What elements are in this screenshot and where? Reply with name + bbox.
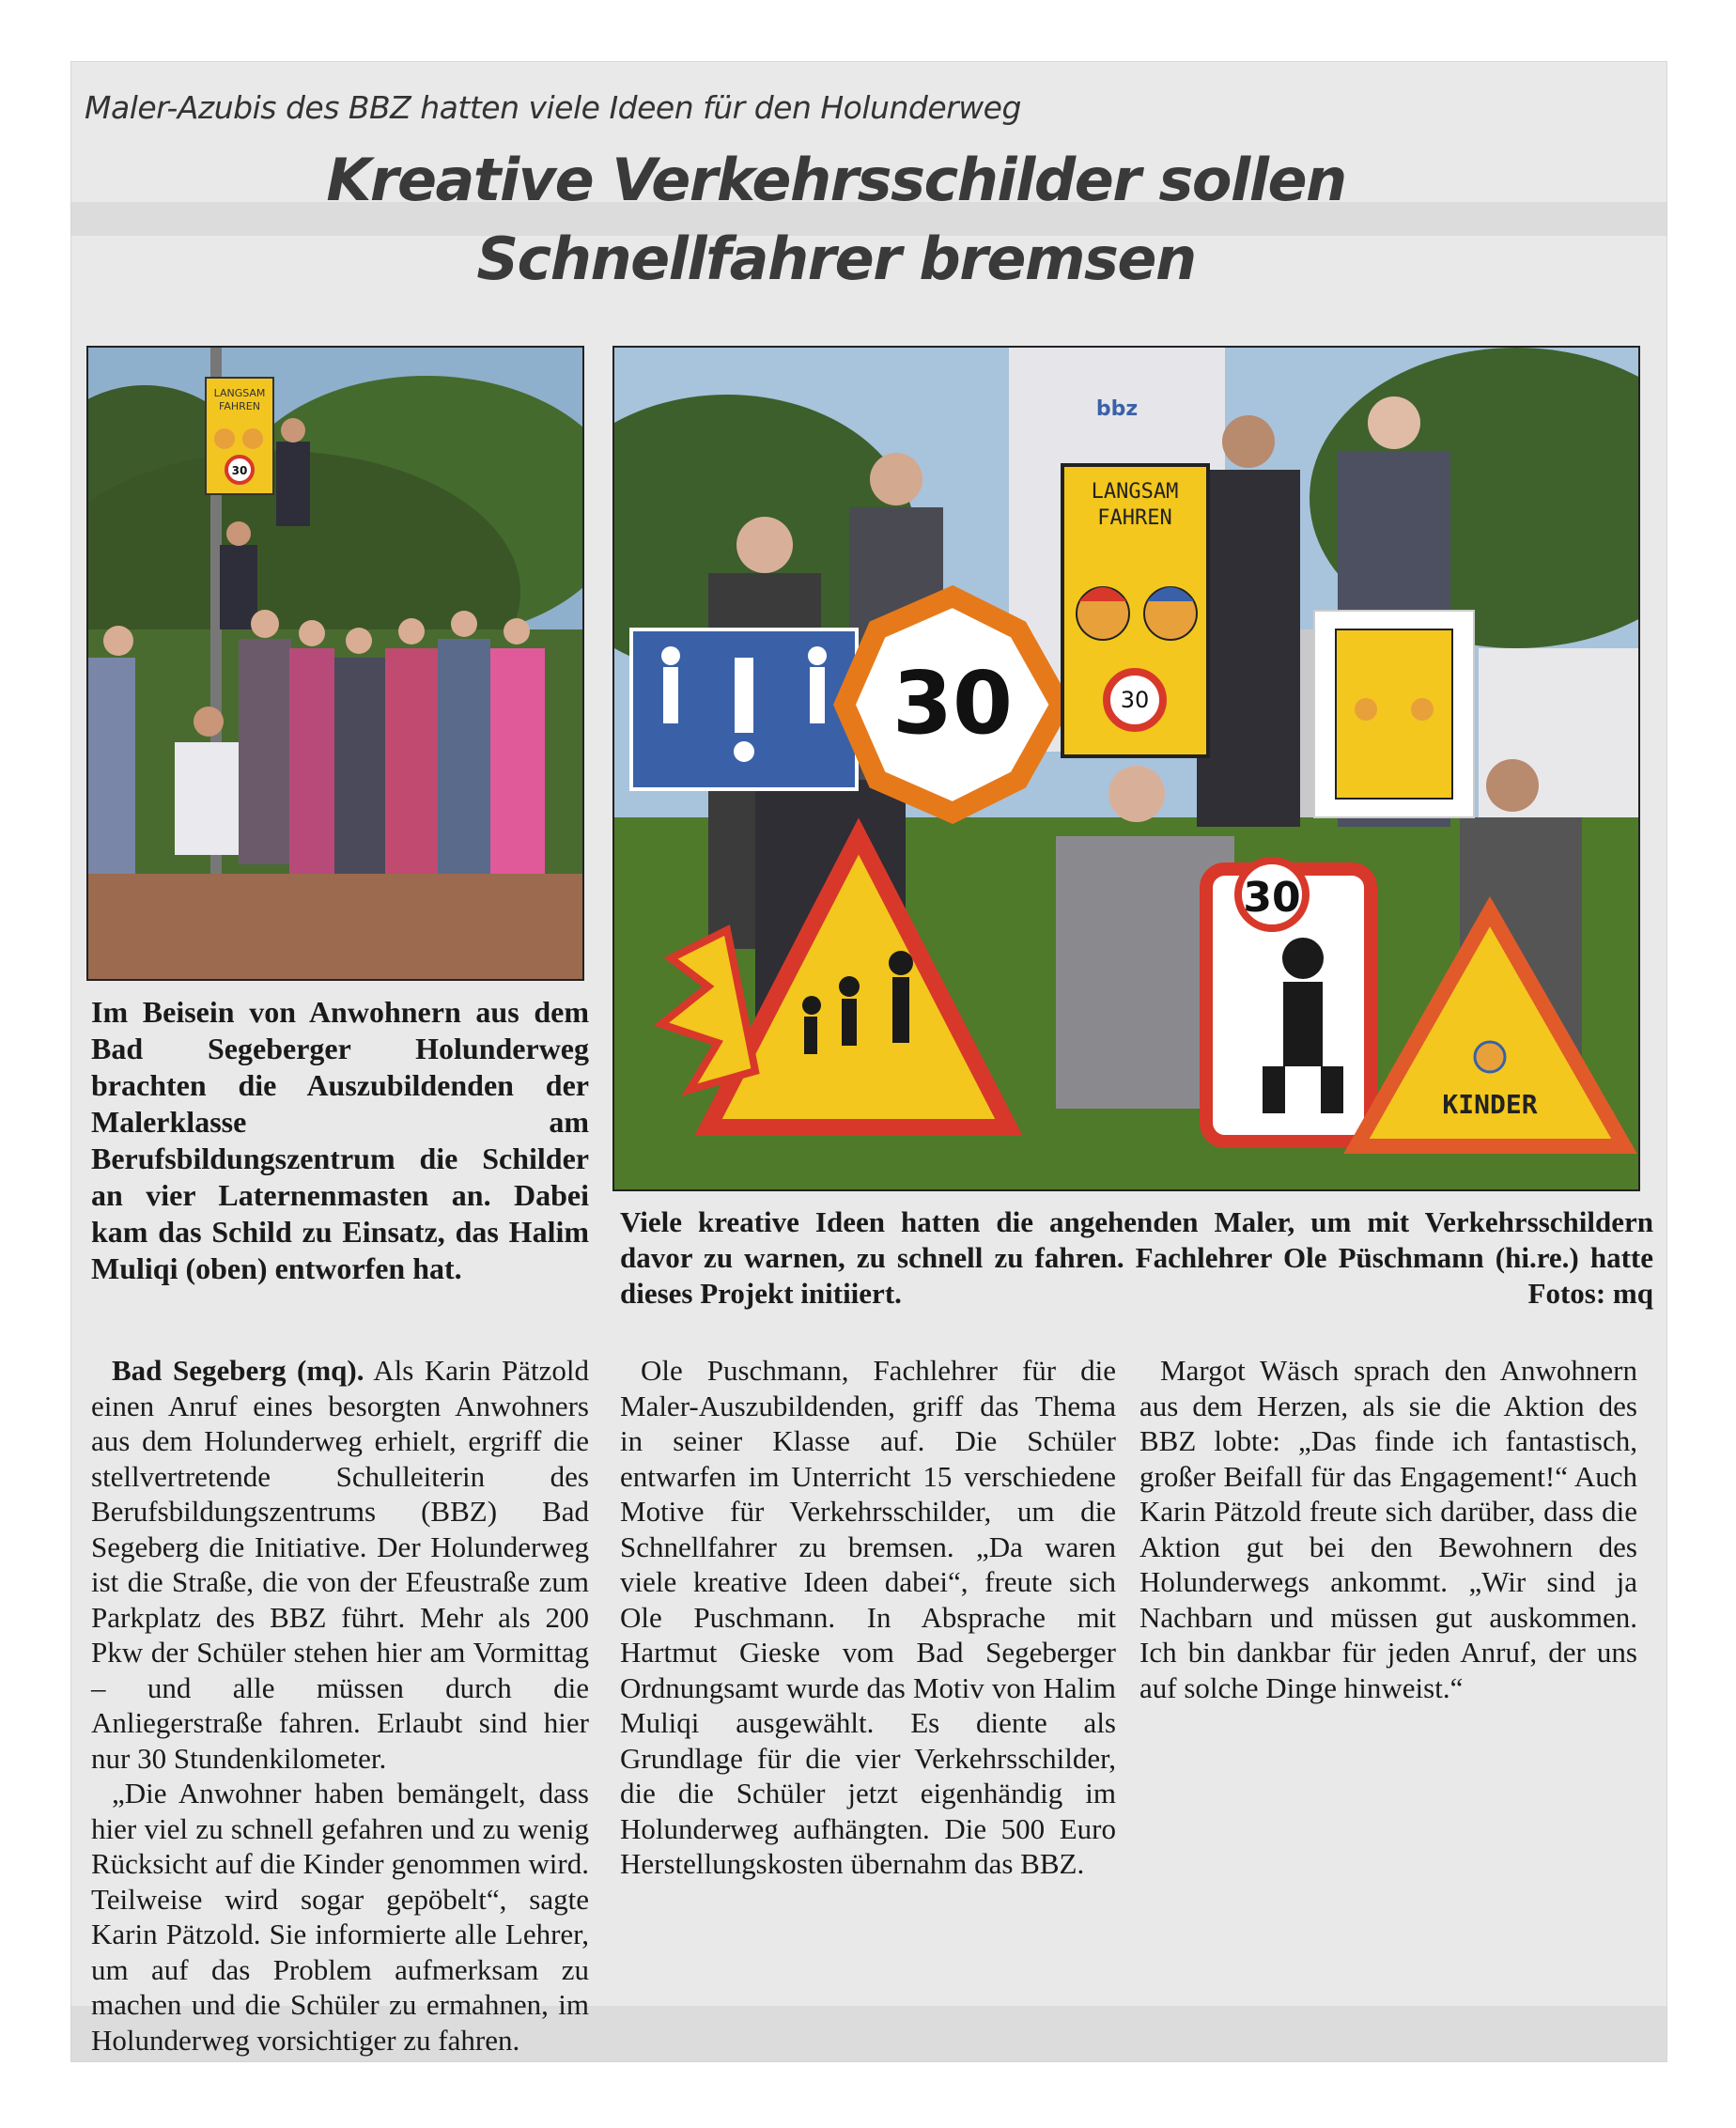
article-dateline: Bad Segeberg (mq). [112,1354,364,1387]
sign-text-langsam-large: LANGSAM [1091,480,1179,504]
sign-text-fahren: FAHREN [219,400,260,412]
sign-text-speed-board: 30 [1120,687,1150,713]
article-paragraph-text: Als Karin Pätzold einen Anruf eines besorgten Anwohners aus dem Holunderweg erhielt, ergriff die stellvertretende Schulleiterin des Berufsbildungszentrums (BBZ) Bad Segeberg die Initiative. Der Holunderweg ist die Straße, die von der Efeustraße zum Parkplatz des BBZ führt. Mehr als 200 Pkw der Schüler stehen hier am Vormittag – und alle müssen durch die Anliegerstraße fahren. Erlaubt sind hier nur 30 Stundenkilometer. [91,1354,589,1775]
logo-bbz: bbz [1095,397,1139,421]
article-paragraph-text: Ole Puschmann, Fachlehrer für die Maler-Auszubildenden, griff das Thema in seiner Klasse auf. Die Schüler entwarfen im Unterricht 15 verschiedene Motive für Verkehrsschilder, um die Schnellfahrer zu bremsen. „Da waren viele kreative Ideen dabei“, freute sich Ole Puschmann. In Absprache mit Hartmut Gieske vom Bad Segeberger Ordnungsamt wurde das Motiv von Halim Muliqi ausgewählt. Es diente als Grundlage für die vier Verkehrsschilder, die die Schüler jetzt eigenhändig im Holunderweg aufhängten. Die 500 Euro Herstellungskosten übernahm das BBZ. [620,1354,1116,1880]
sign-text-speed-walk: 30 [1243,874,1301,922]
photo-caption-right [620,1204,1653,1312]
sign-text-speed-small: 30 [231,464,248,477]
sign-text-speed-octagon: 30 [891,653,1014,753]
article-kicker: Maler-Azubis des BBZ hatten viele Ideen für den Holunderweg [85,89,1021,126]
article-column-2 [620,1353,1116,1882]
photo-caption-right-text: Viele kreative Ideen hatten die angehenden Maler, um mit Verkehrsschildern davor zu warnen, zu schnell zu fahren. Fachlehrer Ole Püschmann (hi.re.) hatte dieses Projekt initiiert. [620,1205,1653,1310]
article-paragraph [91,1353,589,1776]
article-paragraph-text: Margot Wäsch sprach den Anwohnern aus dem Herzen, als sie die Aktion des BBZ lobte: „Das finde ich fantastisch, großer Beifall für das Engagement!“ Auch Karin Pätzold freute sich darüber, dass die Aktion gut bei den Bewohnern des Holunderwegs ankommt. „Wir sind ja Nachbarn und müssen gut auskommen. Ich bin dankbar für jeden Anruf, der uns auf solche Dinge hinweist.“ [1139,1354,1637,1704]
sign-text-kinder: KINDER [1442,1089,1538,1120]
sign-text-langsam: LANGSAM [213,387,266,399]
article-column-1 [91,1353,589,2058]
article-headline: Kreative Verkehrsschilder sollen Schnellfahrer bremsen [326,146,1346,293]
photo-residents-lamppost [86,346,584,981]
photo-credit: Fotos: mq [1527,1277,1653,1310]
photo-trainees-signs [612,346,1640,1191]
photo-caption-left: Im Beisein von Anwohnern aus dem Bad Segeberger Holunderweg brachten die Auszubildenden der Malerklasse am Berufsbildungszentrum die Schilder an vier Laternenmasten an. Dabei kam das Schild zu Einsatz, das Halim Muliqi (oben) entworfen hat. [91,995,589,1285]
sign-text-fahren-large: FAHREN [1097,506,1172,530]
article-column-3 [1139,1353,1637,1705]
article-paragraph-text: „Die Anwohner haben bemängelt, dass hier viel zu schnell gefahren und zu wenig Rücksicht auf die Kinder genommen wird. Teilweise wird sogar gepöbelt“, sagte Karin Pätzold. Sie informierte alle Lehrer, um auf das Problem aufmerksam zu machen und die Schüler zu ermahnen, im Holunderweg vorsichtiger zu fahren. [91,1777,589,2057]
